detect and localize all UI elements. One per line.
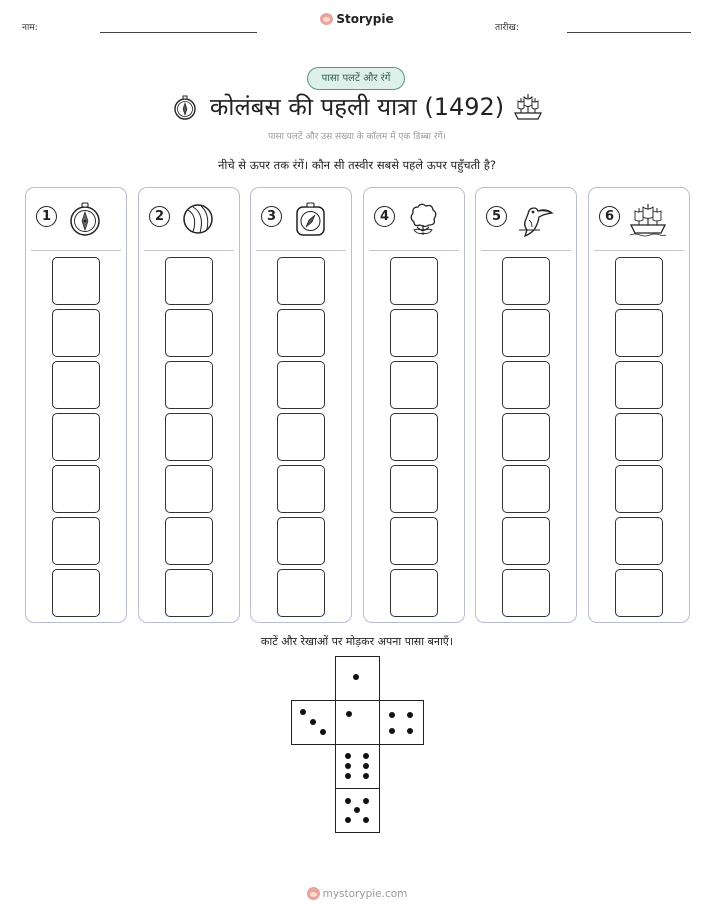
column-number: 2 [149, 206, 170, 227]
footer-url[interactable]: mystorypie.com [322, 888, 408, 900]
color-box[interactable] [52, 517, 100, 565]
color-box[interactable] [502, 517, 550, 565]
color-box[interactable] [277, 465, 325, 513]
cotton-icon [404, 200, 442, 238]
color-box[interactable] [502, 257, 550, 305]
die-pip [346, 711, 352, 717]
color-box[interactable] [165, 569, 213, 617]
color-box[interactable] [390, 257, 438, 305]
page-title: कोलंबस की पहली यात्रा (1492) [209, 93, 505, 121]
column-6 [588, 187, 690, 623]
color-box[interactable] [52, 413, 100, 461]
column-divider [256, 250, 346, 251]
color-box[interactable] [615, 257, 663, 305]
subtitle: पासा पलटें और उस संख्या के कॉलम में एक डिब्बा रंगें। [268, 132, 446, 142]
die-pip [407, 728, 413, 734]
color-box[interactable] [390, 569, 438, 617]
color-box[interactable] [52, 257, 100, 305]
color-box[interactable] [165, 517, 213, 565]
column-number: 6 [599, 206, 620, 227]
die-pip [363, 817, 369, 823]
color-box[interactable] [502, 465, 550, 513]
color-box[interactable] [502, 309, 550, 357]
date-line [567, 32, 691, 33]
color-box[interactable] [502, 569, 550, 617]
color-box[interactable] [277, 517, 325, 565]
color-box[interactable] [502, 413, 550, 461]
die-pip [389, 712, 395, 718]
color-box[interactable] [615, 465, 663, 513]
column-number: 3 [261, 206, 282, 227]
column-divider [481, 250, 571, 251]
name-line [100, 32, 257, 33]
color-box[interactable] [165, 257, 213, 305]
color-box[interactable] [277, 413, 325, 461]
die-pip [354, 807, 360, 813]
die-face-1 [335, 656, 380, 701]
color-box[interactable] [390, 361, 438, 409]
color-box[interactable] [390, 309, 438, 357]
column-3 [250, 187, 352, 623]
die-pip [363, 763, 369, 769]
color-box[interactable] [165, 309, 213, 357]
navigation-compass-icon [291, 200, 329, 238]
brand-logo [0, 12, 714, 26]
brand-name: Storypie [336, 12, 394, 26]
date-label: तारीख: [495, 23, 519, 33]
column-number: 4 [374, 206, 395, 227]
compass-icon [66, 200, 104, 238]
die-face-center [335, 700, 380, 745]
color-box[interactable] [277, 309, 325, 357]
ship-icon [629, 200, 667, 238]
column-divider [369, 250, 459, 251]
bear-icon [307, 887, 320, 900]
name-label: नाम: [22, 23, 38, 33]
color-box[interactable] [390, 413, 438, 461]
die-pip [389, 728, 395, 734]
footer [0, 887, 714, 900]
die-pip [407, 712, 413, 718]
die-pip [320, 729, 326, 735]
title-ship-icon [512, 91, 544, 123]
column-number: 5 [486, 206, 507, 227]
color-box[interactable] [52, 309, 100, 357]
die-face-5 [335, 788, 380, 833]
bear-icon [320, 13, 333, 25]
die-face-6 [335, 744, 380, 789]
instruction-text: नीचे से ऊपर तक रंगें। कौन सी तस्वीर सबसे पहले ऊपर पहुँचती है? [217, 158, 497, 172]
die-pip [300, 709, 306, 715]
column-4 [363, 187, 465, 623]
cut-instruction: काटें और रेखाओं पर मोड़कर अपना पासा बनाएँ। [260, 635, 454, 648]
color-box[interactable] [615, 413, 663, 461]
die-face-3 [291, 700, 336, 745]
color-box[interactable] [52, 361, 100, 409]
color-box[interactable] [52, 569, 100, 617]
color-box[interactable] [502, 361, 550, 409]
color-box[interactable] [277, 361, 325, 409]
die-pip [345, 817, 351, 823]
activity-badge: पासा पलटें और रंगें [307, 67, 405, 90]
column-1 [25, 187, 127, 623]
color-box[interactable] [615, 517, 663, 565]
color-box[interactable] [390, 465, 438, 513]
die-pip [310, 719, 316, 725]
toucan-icon [516, 200, 554, 238]
die-pip [345, 753, 351, 759]
die-pip [363, 753, 369, 759]
color-box[interactable] [615, 361, 663, 409]
column-divider [144, 250, 234, 251]
column-divider [31, 250, 121, 251]
color-box[interactable] [390, 517, 438, 565]
die-pip [345, 763, 351, 769]
color-box[interactable] [165, 413, 213, 461]
column-2 [138, 187, 240, 623]
color-box[interactable] [165, 361, 213, 409]
column-5 [475, 187, 577, 623]
color-box[interactable] [277, 569, 325, 617]
die-face-4 [379, 700, 424, 745]
die-pip [363, 798, 369, 804]
color-box[interactable] [165, 465, 213, 513]
column-number: 1 [36, 206, 57, 227]
marble-icon [179, 200, 217, 238]
color-box[interactable] [52, 465, 100, 513]
color-box[interactable] [615, 569, 663, 617]
color-box[interactable] [615, 309, 663, 357]
die-pip [345, 773, 351, 779]
color-box[interactable] [277, 257, 325, 305]
die-pip [353, 674, 359, 680]
die-pip [363, 773, 369, 779]
die-pip [345, 798, 351, 804]
column-divider [594, 250, 684, 251]
